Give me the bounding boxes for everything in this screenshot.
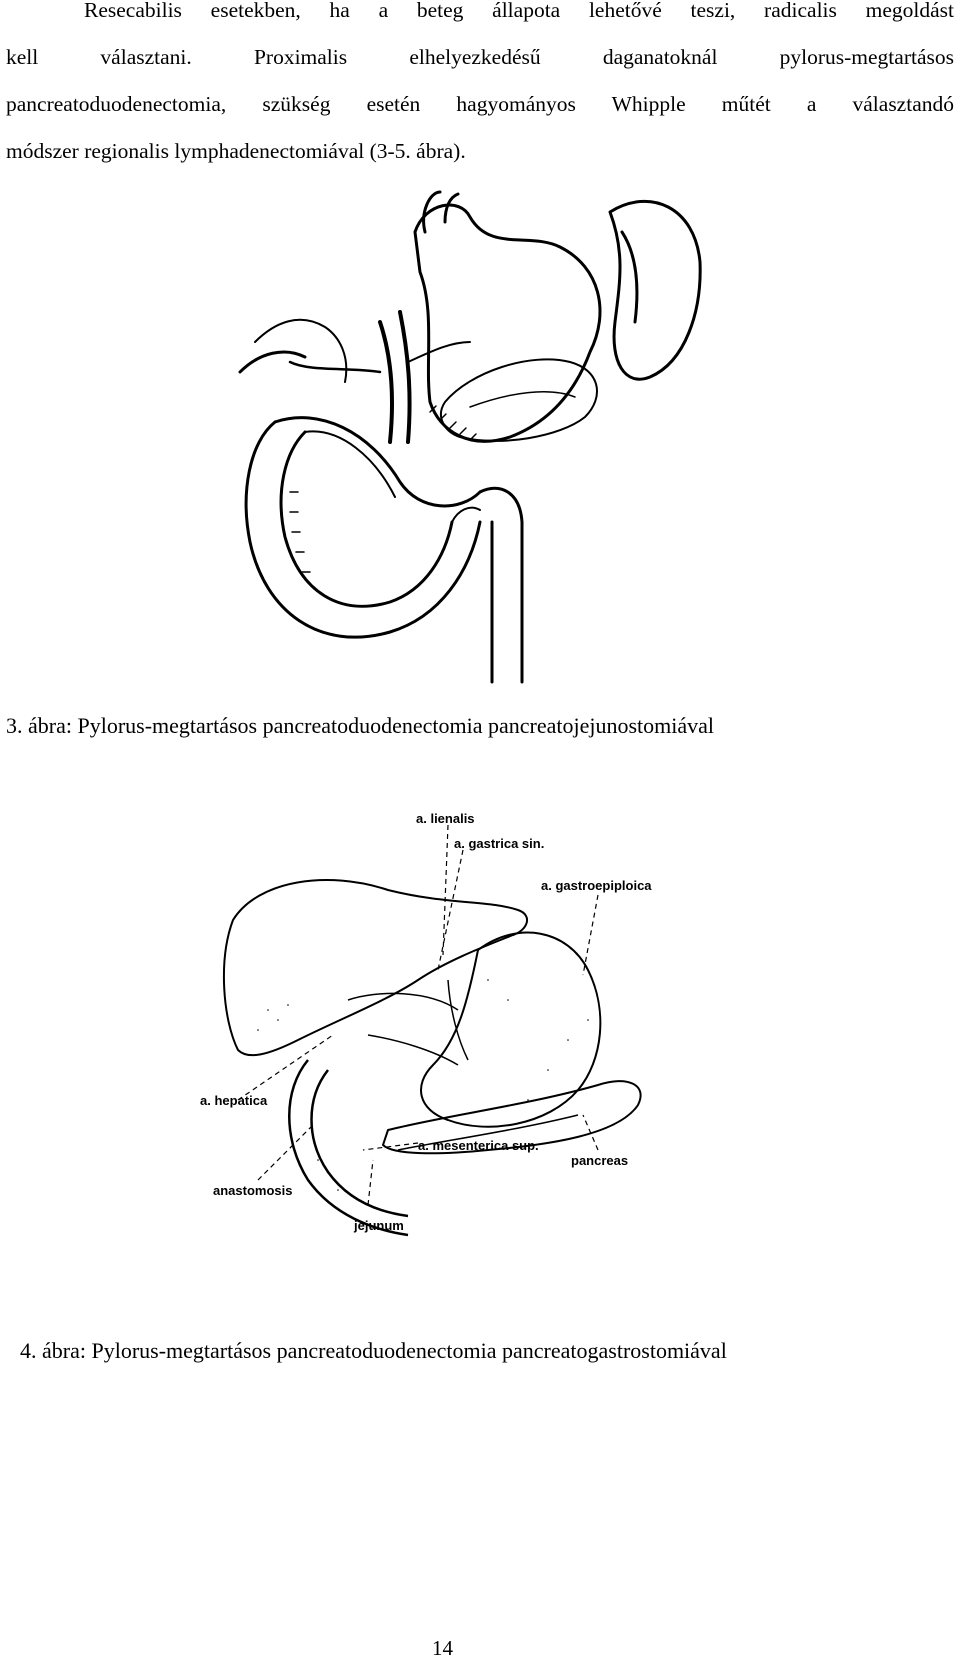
paragraph-line-4: módszer regionalis lymphadenectomiával (3-5. ábra). — [6, 139, 466, 163]
label-a-hepatica: a. hepatica — [200, 1093, 268, 1108]
figure-3-illustration — [230, 192, 730, 682]
label-jejunum: jejunum — [354, 1218, 404, 1233]
page-number: 14 — [432, 1636, 453, 1660]
figure-3-caption: 3. ábra: Pylorus-megtartásos pancreatoduodenectomia pancreatojejunostomiával — [6, 713, 715, 738]
label-pancreas: pancreas — [571, 1153, 629, 1168]
label-a-gastrica-sin: a. gastrica sin. — [454, 836, 545, 851]
label-anastomosis: anastomosis — [213, 1183, 293, 1198]
label-a-gastroepiploica: a. gastroepiploica — [541, 878, 652, 893]
label-a-mesenterica-sup: a. mesenterica sup. — [418, 1138, 539, 1153]
paragraph-line-3: pancreatoduodenectomia, szükség esetén hagyományos Whipple műtét a választandó — [6, 92, 954, 116]
body-paragraph — [6, 0, 954, 169]
figure-4-caption: 4. ábra: Pylorus-megtartásos pancreatoduodenectomia pancreatogastrostomiával — [20, 1338, 727, 1363]
label-a-lienalis: a. lienalis — [416, 811, 475, 826]
paragraph-line-2: kell választani. Proximalis elhelyezkedésű daganatoknál pylorus-megtartásos — [6, 45, 954, 69]
paragraph-line-1: Resecabilis esetekben, ha a beteg állapota lehetővé teszi, radicalis megoldást — [84, 0, 954, 22]
figure-4-illustration — [188, 811, 708, 1300]
